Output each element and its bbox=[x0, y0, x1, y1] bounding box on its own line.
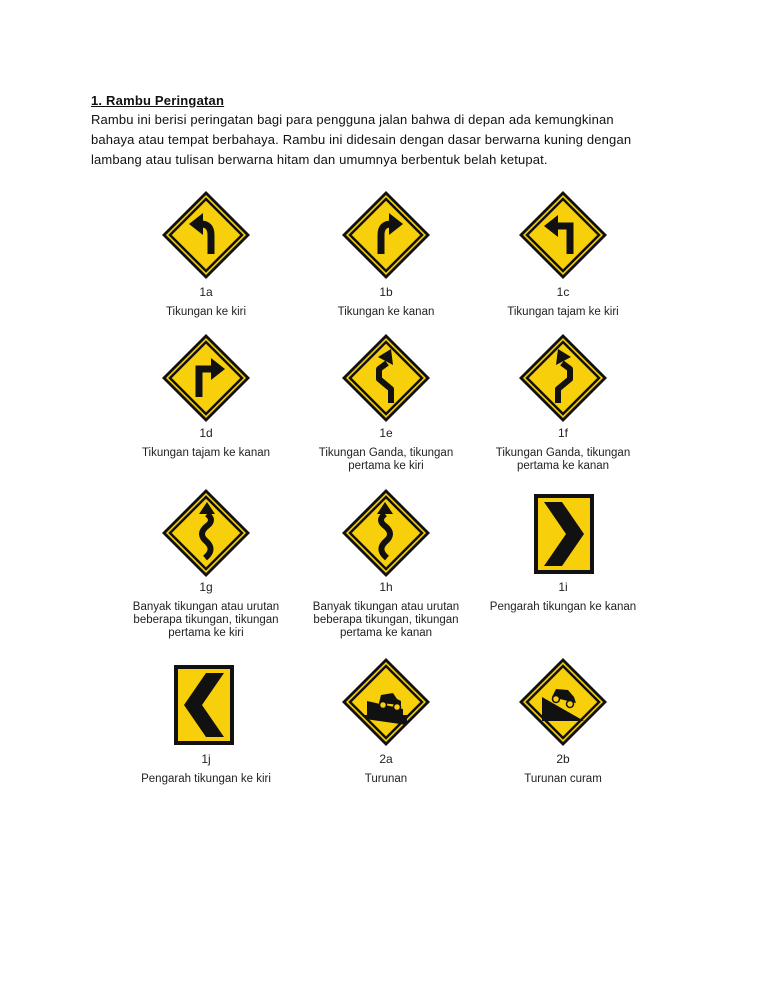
sign-code: 2a bbox=[379, 752, 393, 766]
sharp-right-turn-icon bbox=[161, 333, 251, 423]
caption-line: Tikungan tajam ke kanan bbox=[141, 447, 271, 459]
sign-caption bbox=[296, 773, 476, 786]
sign-caption bbox=[473, 447, 653, 473]
caption-line: Banyak tikungan atau urutan bbox=[312, 601, 460, 613]
winding-road-right-icon bbox=[341, 488, 431, 578]
sign-code: 1d bbox=[199, 426, 213, 440]
section-heading: 1. Rambu Peringatan bbox=[91, 93, 225, 108]
chevron-left-icon bbox=[174, 665, 234, 745]
caption-line: Banyak tikungan atau urutan bbox=[132, 601, 280, 613]
sign-caption bbox=[473, 306, 653, 319]
caption-line: pertama ke kanan bbox=[339, 627, 433, 639]
sign-caption bbox=[116, 447, 296, 460]
sign-caption bbox=[116, 773, 296, 786]
sign-code: 2b bbox=[556, 752, 570, 766]
sign-code: 1f bbox=[557, 426, 568, 440]
chevron-right-icon bbox=[534, 494, 594, 574]
paragraph-line: Rambu ini berisi peringatan bagi para pengguna jalan bahwa di depan ada kemungkinan bbox=[91, 112, 614, 127]
section-paragraph bbox=[91, 110, 691, 170]
double-curve-left-icon bbox=[341, 333, 431, 423]
caption-line: Tikungan ke kanan bbox=[337, 306, 435, 318]
paragraph-line: bahaya atau tempat berbahaya. Rambu ini didesain dengan dasar berwarna kuning dengan bbox=[91, 132, 632, 147]
steep-downhill-icon bbox=[518, 657, 608, 747]
sharp-left-turn-icon bbox=[518, 190, 608, 280]
paragraph-line: lambang atau tulisan berwarna hitam dan umumnya berbentuk belah ketupat. bbox=[91, 152, 548, 167]
sign-code: 1g bbox=[199, 580, 213, 594]
caption-line: Tikungan tajam ke kiri bbox=[507, 306, 619, 318]
caption-line: pertama ke kiri bbox=[348, 460, 424, 472]
sign-code: 1a bbox=[199, 285, 213, 299]
sign-caption bbox=[116, 601, 296, 640]
sign-code: 1e bbox=[379, 426, 393, 440]
curve-left-icon bbox=[161, 190, 251, 280]
caption-line: pertama ke kiri bbox=[168, 627, 244, 639]
sign-caption bbox=[296, 447, 476, 473]
sign-code: 1i bbox=[558, 580, 568, 594]
caption-line: beberapa tikungan, tikungan bbox=[133, 614, 279, 626]
sign-code: 1c bbox=[556, 285, 570, 299]
sign-code: 1b bbox=[379, 285, 393, 299]
downhill-icon bbox=[341, 657, 431, 747]
caption-line: Tikungan Ganda, tikungan bbox=[318, 447, 454, 459]
caption-line: Tikungan ke kiri bbox=[165, 306, 247, 318]
sign-code: 1j bbox=[201, 752, 211, 766]
sign-caption bbox=[296, 601, 476, 640]
caption-line: Turunan curam bbox=[524, 773, 602, 785]
caption-line: Tikungan Ganda, tikungan bbox=[495, 447, 631, 459]
caption-line: Pengarah tikungan ke kiri bbox=[141, 773, 271, 785]
sign-caption bbox=[116, 306, 296, 319]
winding-road-left-icon bbox=[161, 488, 251, 578]
caption-line: Pengarah tikungan ke kanan bbox=[489, 601, 637, 613]
caption-line: pertama ke kanan bbox=[516, 460, 610, 472]
caption-line: Turunan bbox=[364, 773, 408, 785]
sign-caption bbox=[296, 306, 476, 319]
curve-right-icon bbox=[341, 190, 431, 280]
caption-line: beberapa tikungan, tikungan bbox=[313, 614, 459, 626]
double-curve-right-icon bbox=[518, 333, 608, 423]
sign-caption bbox=[473, 773, 653, 786]
sign-caption bbox=[473, 601, 653, 614]
sign-code: 1h bbox=[379, 580, 393, 594]
